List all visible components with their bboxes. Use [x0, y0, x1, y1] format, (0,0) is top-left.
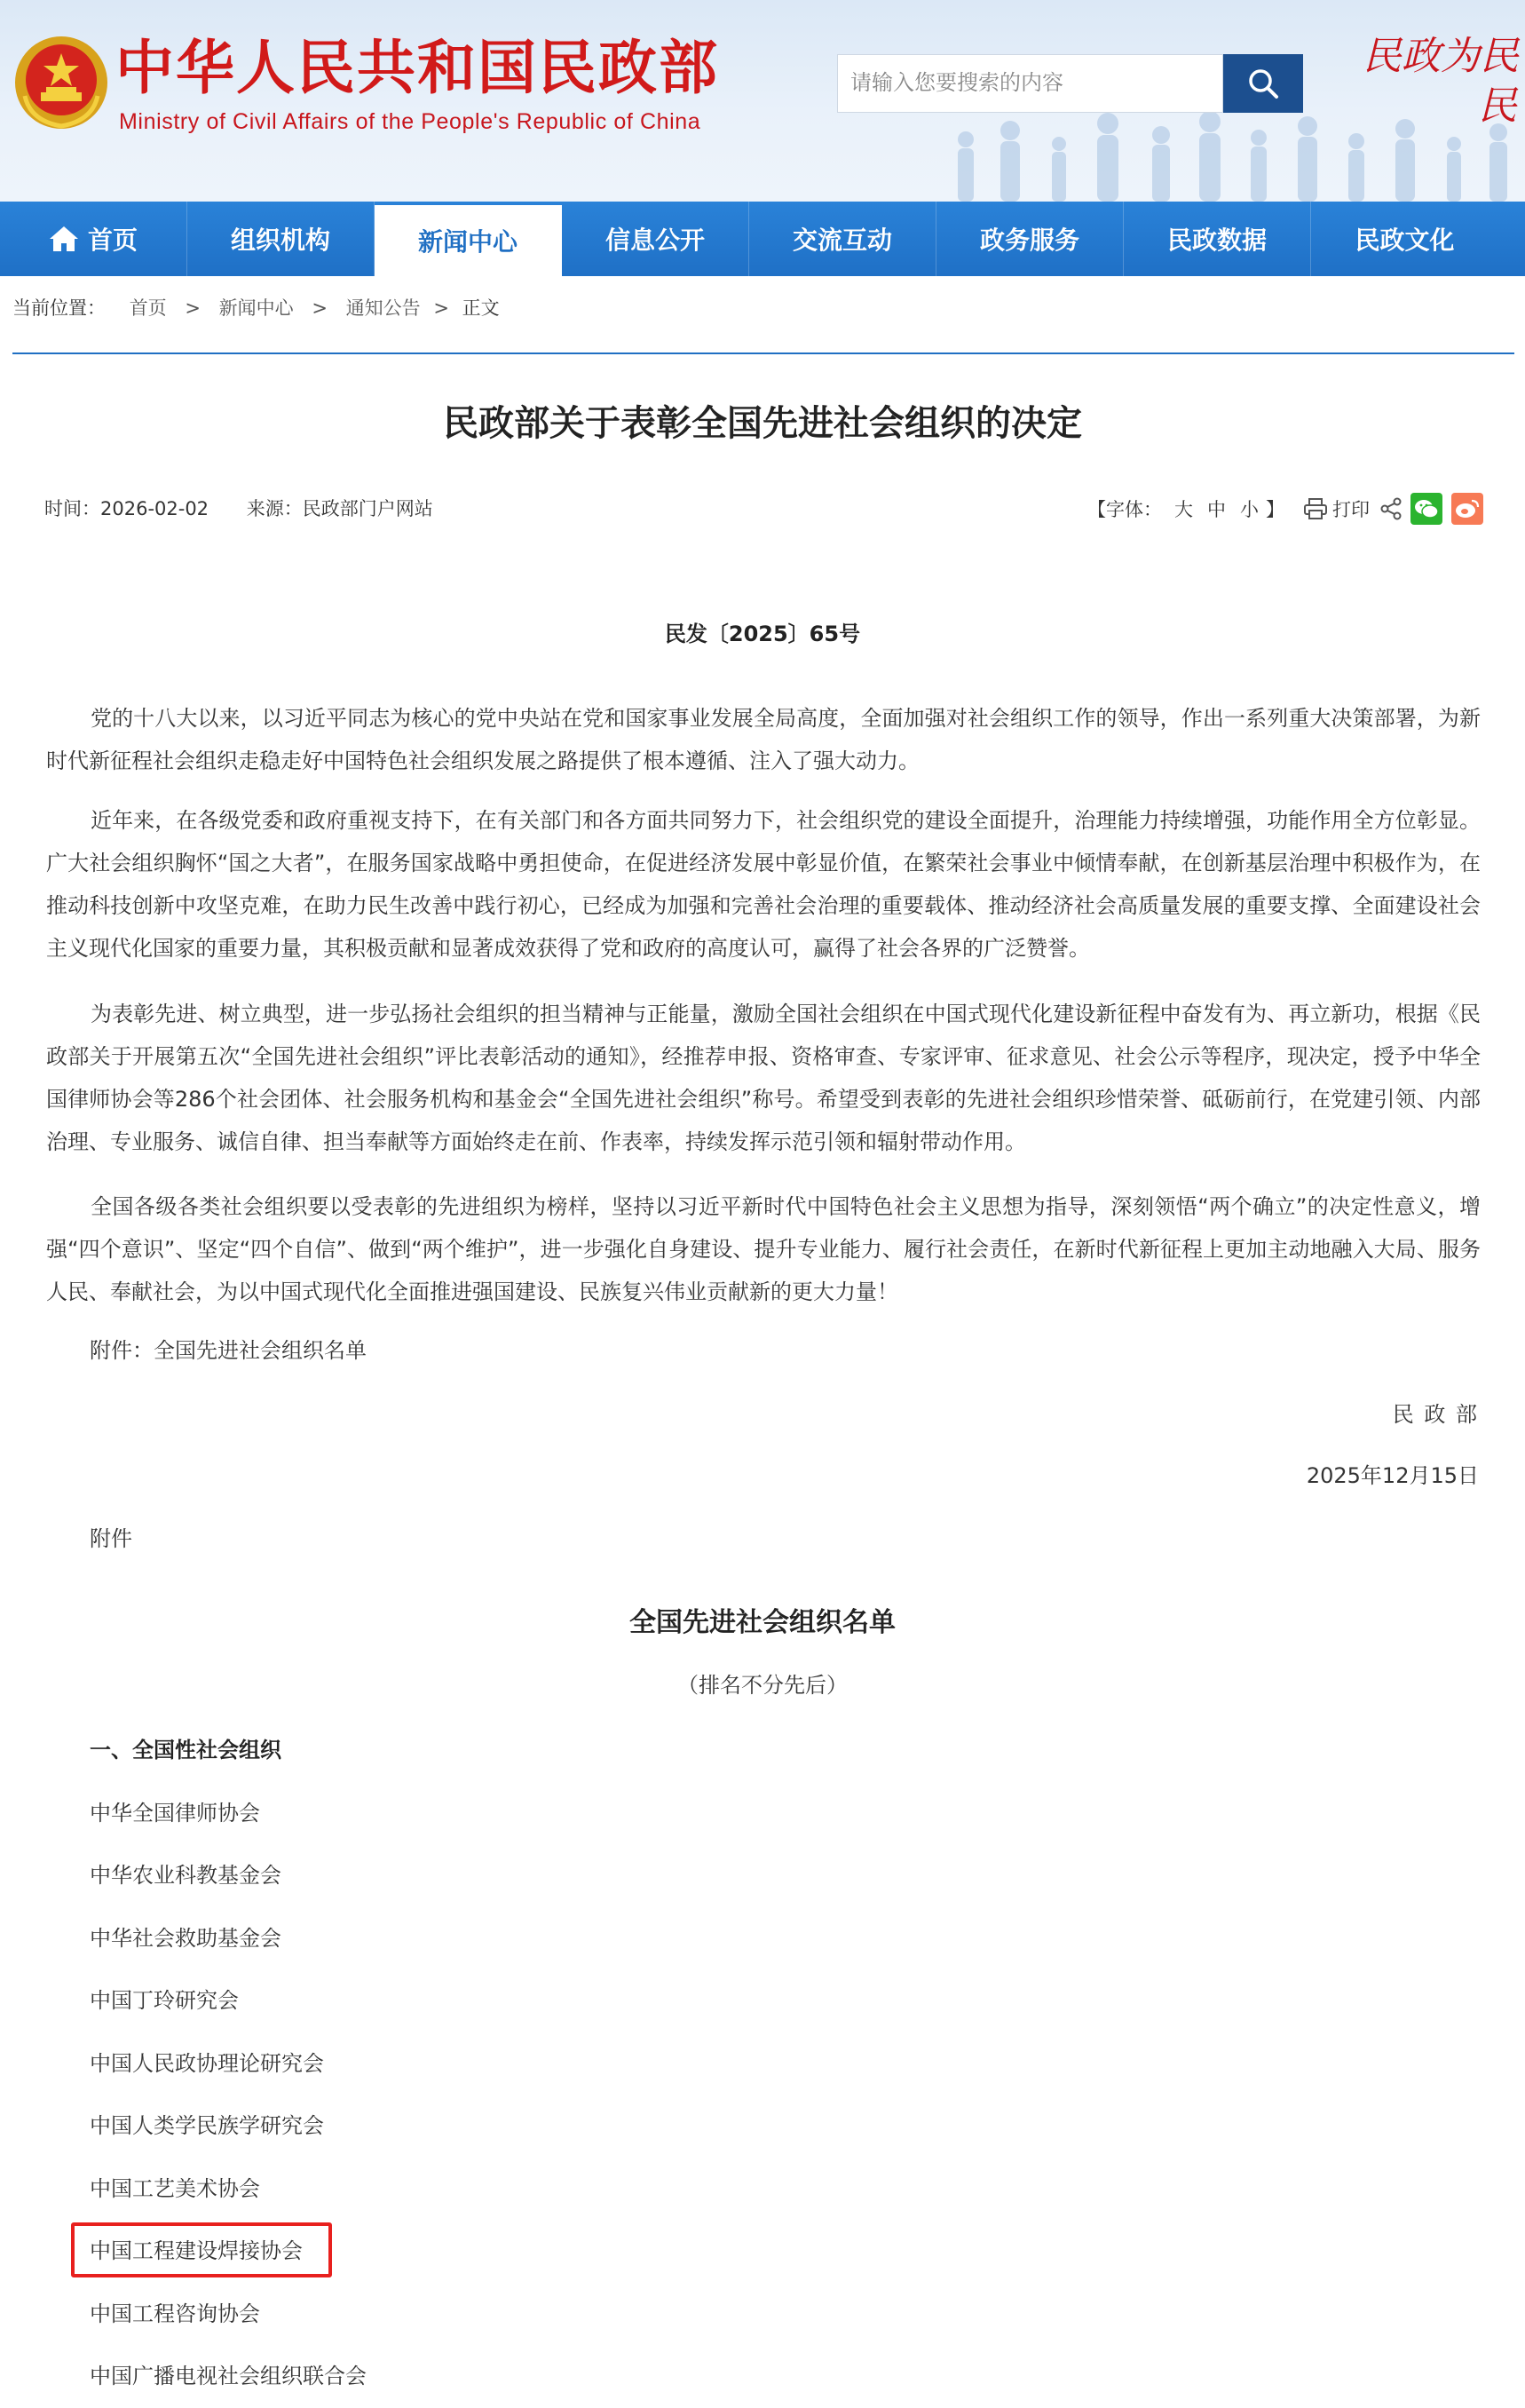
section-heading: 一、全国性社会组织	[90, 1738, 281, 1762]
search-input[interactable]	[838, 55, 1222, 112]
nav-home[interactable]	[0, 202, 187, 276]
breadcrumb-current: 正文	[462, 297, 500, 319]
breadcrumb-notices[interactable]: 通知公告	[345, 297, 421, 319]
slogan-line-2: 民	[1478, 83, 1517, 129]
content-divider	[12, 352, 1514, 354]
article-source: 来源：民政部门户网站	[246, 498, 433, 519]
paragraph-4: 全国各级各类社会组织要以受表彰的先进组织为榜样，坚持以习近平新时代中国特色社会主义思想为指导，深刻领悟“两个确立”的决定性意义，增强“四个意识”、坚定“四个自信”、做到“两个维护”，进一步强化自身建设、提升专业能力、履行社会责任，在新时代新征程上更加主动地融入大局、服务人民、奉献社会，为以中国式现代化全面推进强国建设、民族复兴伟业贡献新的更大力量！	[46, 1194, 1481, 1304]
site-title: 中华人民共和国民政部	[115, 33, 719, 102]
wechat-share-button[interactable]	[1410, 493, 1442, 525]
national-emblem-logo	[12, 34, 110, 131]
weibo-share-button[interactable]	[1451, 493, 1483, 525]
nav-news-center[interactable]: 新闻中心	[375, 205, 562, 276]
nav-gov-services[interactable]: 政务服务	[936, 202, 1124, 276]
attachment-heading: 附件	[90, 1526, 132, 1551]
org-list-item: 中国人民政协理论研究会	[90, 2051, 324, 2076]
list-title: 全国先进社会组织名单	[629, 1607, 896, 1638]
nav-interaction[interactable]: 交流互动	[749, 202, 936, 276]
home-icon	[49, 226, 79, 252]
font-size-medium[interactable]: 中	[1207, 499, 1226, 520]
publish-time: 时间：2026-02-02	[44, 498, 209, 519]
breadcrumb-label: 当前位置：	[12, 297, 106, 319]
weibo-icon	[1455, 498, 1480, 519]
site-header	[0, 0, 1525, 202]
org-list-item: 中国广播电视社会组织联合会	[90, 2364, 367, 2388]
attachment-reference: 附件：全国先进社会组织名单	[90, 1338, 367, 1363]
slogan-line-1: 民政为民	[1363, 34, 1519, 79]
org-list-item: 中华农业科教基金会	[90, 1863, 281, 1888]
search-button[interactable]	[1223, 54, 1303, 113]
nav-info-disclosure[interactable]: 信息公开	[562, 202, 749, 276]
nav-home-label: 首页	[87, 226, 138, 255]
org-list-item: 中华全国律师协会	[90, 1801, 260, 1826]
nav-civil-data[interactable]: 民政数据	[1124, 202, 1311, 276]
search-icon	[1246, 67, 1280, 100]
article-tools	[1087, 492, 1483, 526]
site-subtitle: Ministry of Civil Affairs of the People's Republic of China	[119, 109, 701, 134]
org-list-item: 中国工程咨询协会	[90, 2301, 260, 2326]
list-note: （排名不分先后）	[677, 1673, 848, 1698]
org-list-item: 中国丁玲研究会	[90, 1988, 239, 2013]
breadcrumb-separator: >	[312, 297, 328, 319]
font-size-large[interactable]: 大	[1174, 499, 1193, 520]
wechat-icon	[1414, 498, 1439, 519]
nav-civil-culture[interactable]: 民政文化	[1355, 226, 1455, 255]
signature-date: 2025年12月15日	[1306, 1463, 1479, 1488]
paragraph-2: 近年来，在各级党委和政府重视支持下，在有关部门和各方面共同努力下，社会组织党的建设全面提升，治理能力持续增强，功能作用全方位彰显。广大社会组织胸怀“国之大者”，在服务国家战略中勇担使命，在促进经济发展中彰显价值，在繁荣社会事业中倾情奉献，在创新基层治理中积极作为，在推动科技创新中攻坚克难，在助力民生改善中践行初心，已经成为加强和完善社会治理的重要载体、推动经济社会高质量发展的重要支撑、全面建设社会主义现代化国家的重要力量，其积极贡献和显著成效获得了党和政府的高度认可，赢得了社会各界的广泛赞誉。	[46, 808, 1481, 961]
org-list-item-highlighted: 中国工程建设焊接协会	[90, 2238, 303, 2263]
org-list-item: 中国工艺美术协会	[90, 2176, 260, 2201]
document-number: 民发〔2025〕65号	[664, 622, 861, 646]
print-button[interactable]	[1304, 495, 1370, 522]
font-size-close: 】	[1266, 499, 1284, 520]
article-title: 民政部关于表彰全国先进社会组织的决定	[443, 403, 1082, 444]
red-highlight-box	[71, 2222, 332, 2277]
article-meta	[44, 495, 433, 522]
breadcrumb-news-center[interactable]: 新闻中心	[218, 297, 294, 319]
main-nav	[0, 202, 1525, 276]
breadcrumb-separator: >	[185, 297, 201, 319]
breadcrumb-home[interactable]: 首页	[129, 297, 167, 319]
nav-organization[interactable]: 组织机构	[187, 202, 375, 276]
org-list-item: 中华社会救助基金会	[90, 1926, 281, 1951]
print-label: 打印	[1332, 499, 1370, 520]
search-box	[837, 54, 1223, 113]
share-icon[interactable]	[1380, 497, 1402, 520]
signature: 民 政 部	[1392, 1402, 1479, 1427]
org-list-item: 中国人类学民族学研究会	[90, 2113, 324, 2138]
font-size-label: 【字体：	[1087, 499, 1162, 520]
paragraph-1: 党的十八大以来，以习近平同志为核心的党中央站在党和国家事业发展全局高度，全面加强对社会组织工作的领导，作出一系列重大决策部署，为新时代新征程社会组织走稳走好中国特色社会组织发展之路提供了根本遵循、注入了强大动力。	[46, 706, 1481, 773]
calligraphy-slogan	[1363, 32, 1525, 139]
printer-icon	[1304, 498, 1327, 519]
font-size-small[interactable]: 小	[1240, 499, 1259, 520]
paragraph-3: 为表彰先进、树立典型，进一步弘扬社会组织的担当精神与正能量，激励全国社会组织在中国式现代化建设新征程中奋发有为、再立新功，根据《民政部关于开展第五次“全国先进社会组织”评比表彰活动的通知》，经推荐申报、资格审查、专家评审、征求意见、社会公示等程序，现决定，授予中华全国律师协会等286个社会团体、社会服务机构和基金会“全国先进社会组织”称号。希望受到表彰的先进社会组织珍惜荣誉、砥砺前行，在党建引领、内部治理、专业服务、诚信自律、担当奉献等方面始终走在前、作表率，持续发挥示范引领和辐射带动作用。	[46, 1002, 1481, 1154]
breadcrumb-separator: >	[433, 297, 449, 319]
breadcrumb	[12, 295, 500, 321]
